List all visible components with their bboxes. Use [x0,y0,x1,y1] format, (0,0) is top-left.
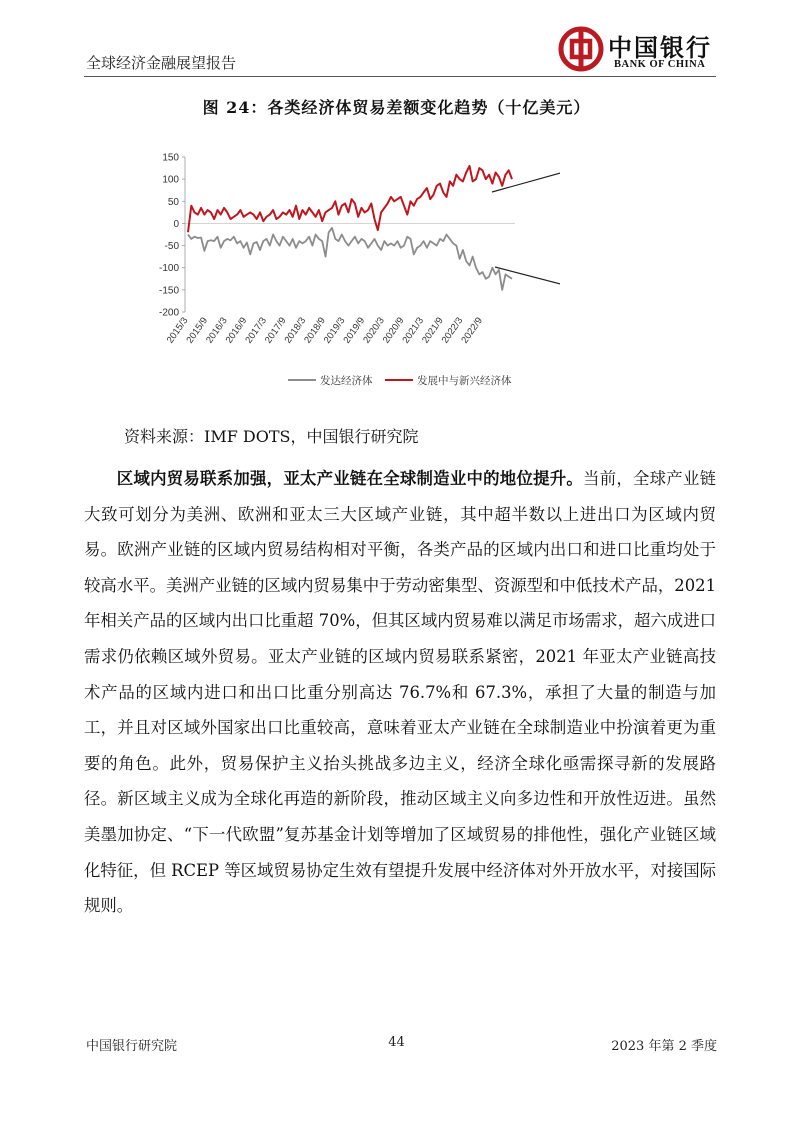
y-tick-label: 0 [173,218,179,230]
logo-english-name: BANK OF CHINA [614,59,706,70]
x-tick-label: 2019/3 [321,315,348,346]
trade-balance-chart [140,140,560,395]
y-tick-label: 150 [162,152,179,164]
y-tick-label: 50 [167,196,179,208]
y-tick-label: 100 [162,174,179,186]
footer-page-number: 44 [388,1035,405,1050]
x-tick-label: 2018/3 [282,315,309,346]
footer-org: 中国银行研究院 [86,1039,178,1054]
x-tick-label: 2020/3 [361,315,387,346]
legend-label-advanced: 发达经济体 [320,375,373,387]
x-tick-label: 2021/3 [400,315,427,346]
x-tick-label: 2018/9 [302,315,328,346]
legend-label-emerging: 发展中与新兴经济体 [417,375,512,387]
x-tick-label: 2017/3 [243,315,270,346]
x-tick-label: 2016/3 [204,315,230,346]
x-tick-label: 2022/9 [459,315,486,346]
y-tick-label: -200 [158,307,179,319]
downward-trend-arrow [495,267,560,302]
x-tick-label: 2015/3 [164,315,191,346]
y-tick-label: -150 [158,285,179,297]
series-line-advanced [188,228,512,290]
series-line-emerging [188,166,512,232]
y-tick-label: -100 [158,263,179,275]
figure-title: 图 24：各类经济体贸易差额变化趋势（十亿美元） [202,98,591,117]
x-tick-label: 2022/3 [439,315,466,346]
x-tick-label: 2020/9 [380,315,407,346]
y-tick-label: -50 [164,241,179,253]
x-tick-label: 2019/9 [341,315,368,346]
paragraph-lead: 区域内贸易联系加强，亚太产业链在全球制造业中的地位提升。 [116,469,584,488]
x-tick-label: 2015/9 [184,315,211,346]
bank-logo-emblem-icon [558,26,604,72]
footer-period: 2023 年第 2 季度 [611,1039,717,1054]
bank-logo [556,24,720,76]
logo-chinese-name: 中国银行 [608,33,712,62]
header-rule [84,76,716,77]
body-paragraph [84,461,716,924]
x-tick-label: 2016/9 [223,315,250,346]
header-title: 全球经济金融展望报告 [86,54,237,72]
source-note: 资料来源：IMF DOTS，中国银行研究院 [124,427,419,446]
x-tick-label: 2017/9 [262,315,289,346]
x-tick-label: 2021/9 [420,315,446,346]
paragraph-body: 当前，全球产业链大致可划分为美洲、欧洲和亚太三大区域产业链，其中超半数以上进出口为区域内贸易。欧洲产业链的区域内贸易结构相对平衡，各类产品的区域内出口和进口比重均处于较高水平。美洲产业链的区域内贸易集中于劳动密集型、资源型和中低技术产品，2021 年相关产品的区域内出口比重超 70%，但其区域内贸易难以满足市场需求，超六成进口需求仍依赖区域外贸易。亚太产业链的区域内贸易联系紧密，2021 年亚太产业链高技术产品的区域内进口和出口比重分别高达 76.7%和 67.3%，承担了大量的制造与加工，并且对区域外国家出口比重较高，意味着亚太产业链在全球制造业中扮演着更为重要的角色。此外，贸易保护主义抬头挑战多边主义，经济全球化亟需探寻新的发展路径。新区域主义成为全球化再造的新阶段，推动区域主义向多边性和开放性迈进。虽然美墨加协定、“下一代欧盟”复苏基金计划等增加了区域贸易的排他性，强化产业链区域化特征，但 RCEP 等区域贸易协定生效有望提升发展中经济体对外开放水平，对接国际规则。 [84,469,716,916]
